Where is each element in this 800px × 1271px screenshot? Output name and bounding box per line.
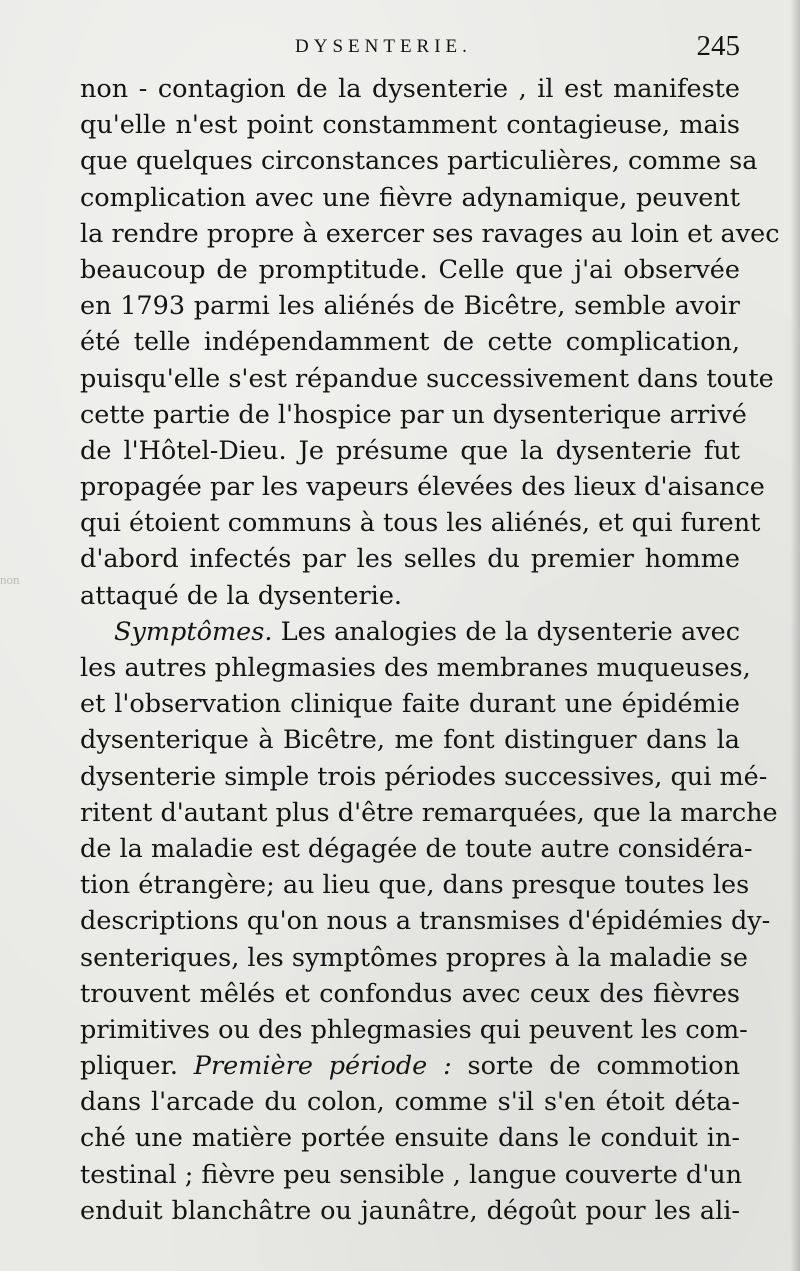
text-line <box>80 361 774 397</box>
line-text: propagée par les vapeurs élevées des lieux d'aisance <box>80 472 765 503</box>
line-text: complication avec une fièvre adynamique, peuvent <box>80 182 740 213</box>
text-line <box>80 1157 743 1193</box>
line-text: en 1793 parmi les aliénés de Bicêtre, semble avoir <box>80 291 740 322</box>
text-line <box>80 143 758 179</box>
line-text: été telle indépendamment de cette complication, <box>80 327 740 358</box>
line-text: et l'observation clinique faite durant une épidémie <box>80 689 740 720</box>
line-text: enduit blanchâtre ou jaunâtre, dégoût pour les ali- <box>80 1195 740 1226</box>
line-text: d'abord infectés par les selles du premier homme <box>80 544 740 575</box>
line-text: beaucoup de promptitude. Celle que j'ai observée <box>80 254 740 285</box>
margin-bleed-text: non <box>0 572 20 587</box>
text-line <box>80 288 740 324</box>
line-text: les autres phlegmasies des membranes muqueuses, <box>80 653 751 683</box>
line-text: primitives ou des phlegmasies qui peuvent les com- <box>80 1014 748 1045</box>
text-line <box>80 1012 748 1048</box>
text-line <box>80 324 740 360</box>
text-line <box>80 433 740 469</box>
line-text: ritent d'autant plus d'être remarquées, que la marche <box>80 797 778 828</box>
line-text: dysenterique à Bicêtre, me font distinguer dans la <box>80 725 740 756</box>
line-text-rest: sorte de commotion <box>451 1051 740 1082</box>
page-number: 245 <box>696 30 740 62</box>
text-line <box>80 795 778 831</box>
text-line <box>80 578 740 614</box>
section-heading: Symptômes. <box>114 616 273 647</box>
text-line <box>80 541 740 577</box>
running-head: DYSENTERIE. <box>295 36 472 57</box>
line-text: qu'elle n'est point constamment contagieuse, mais <box>80 110 740 141</box>
text-line <box>80 686 740 722</box>
line-text: trouvent mêlés et confondus avec ceux des fièvres <box>80 978 740 1009</box>
text-line <box>80 252 740 288</box>
text-line <box>80 1048 740 1084</box>
text-line <box>80 867 750 903</box>
line-text: que quelques circonstances particulières, comme sa <box>80 146 758 177</box>
line-text: senteriques, les symptômes propres à la maladie se <box>80 942 748 973</box>
line-text: de la maladie est dégagée de toute autre considéra- <box>80 833 753 864</box>
text-line <box>80 759 768 795</box>
line-text: tion étrangère; au lieu que, dans presque toutes les <box>80 870 750 901</box>
line-text: testinal ; fièvre peu sensible , langue couverte d'un <box>80 1159 743 1190</box>
body-text <box>80 71 780 1229</box>
line-text: descriptions qu'on nous a transmises d'épidémies dy- <box>80 906 771 937</box>
line-text: non - contagion de la dysenterie , il est manifeste <box>80 74 740 104</box>
text-line <box>80 976 740 1012</box>
text-line <box>80 180 740 216</box>
text-line <box>80 614 740 650</box>
line-text: ché une matière portée ensuite dans le conduit in- <box>80 1123 740 1154</box>
period-heading: Première période : <box>193 1051 452 1082</box>
line-text: dans l'arcade du colon, comme s'il s'en étoit déta- <box>80 1087 740 1118</box>
line-text: cette partie de l'hospice par un dysenterique arrivé <box>80 399 747 430</box>
text-line <box>80 107 740 143</box>
text-line <box>80 71 740 107</box>
line-text: Les analogies de la dysenterie avec <box>272 616 740 647</box>
text-line <box>80 903 771 939</box>
text-line <box>80 505 761 541</box>
line-text: qui étoient communs à tous les aliénés, et qui furent <box>80 508 761 539</box>
text-line <box>80 831 753 867</box>
text-line <box>80 1120 740 1156</box>
text-line <box>80 1084 740 1120</box>
text-line <box>80 940 748 976</box>
line-text: dysenterie simple trois périodes successives, qui mé- <box>80 761 768 792</box>
line-text: attaqué de la dysenterie. <box>80 580 403 611</box>
text-line <box>80 469 765 505</box>
text-line <box>80 1193 740 1229</box>
page-edge-shadow <box>790 0 800 1271</box>
text-line <box>80 216 780 252</box>
page-header <box>80 30 740 66</box>
text-line <box>80 650 751 686</box>
line-text: pliquer. <box>80 1051 178 1082</box>
text-line <box>80 722 740 758</box>
text-line <box>80 397 747 433</box>
line-text: la rendre propre à exercer ses ravages au loin et avec <box>80 218 780 249</box>
line-text: de l'Hôtel-Dieu. Je présume que la dysenterie fut <box>80 435 740 466</box>
line-text: puisqu'elle s'est répandue successivement dans toute <box>80 363 774 394</box>
